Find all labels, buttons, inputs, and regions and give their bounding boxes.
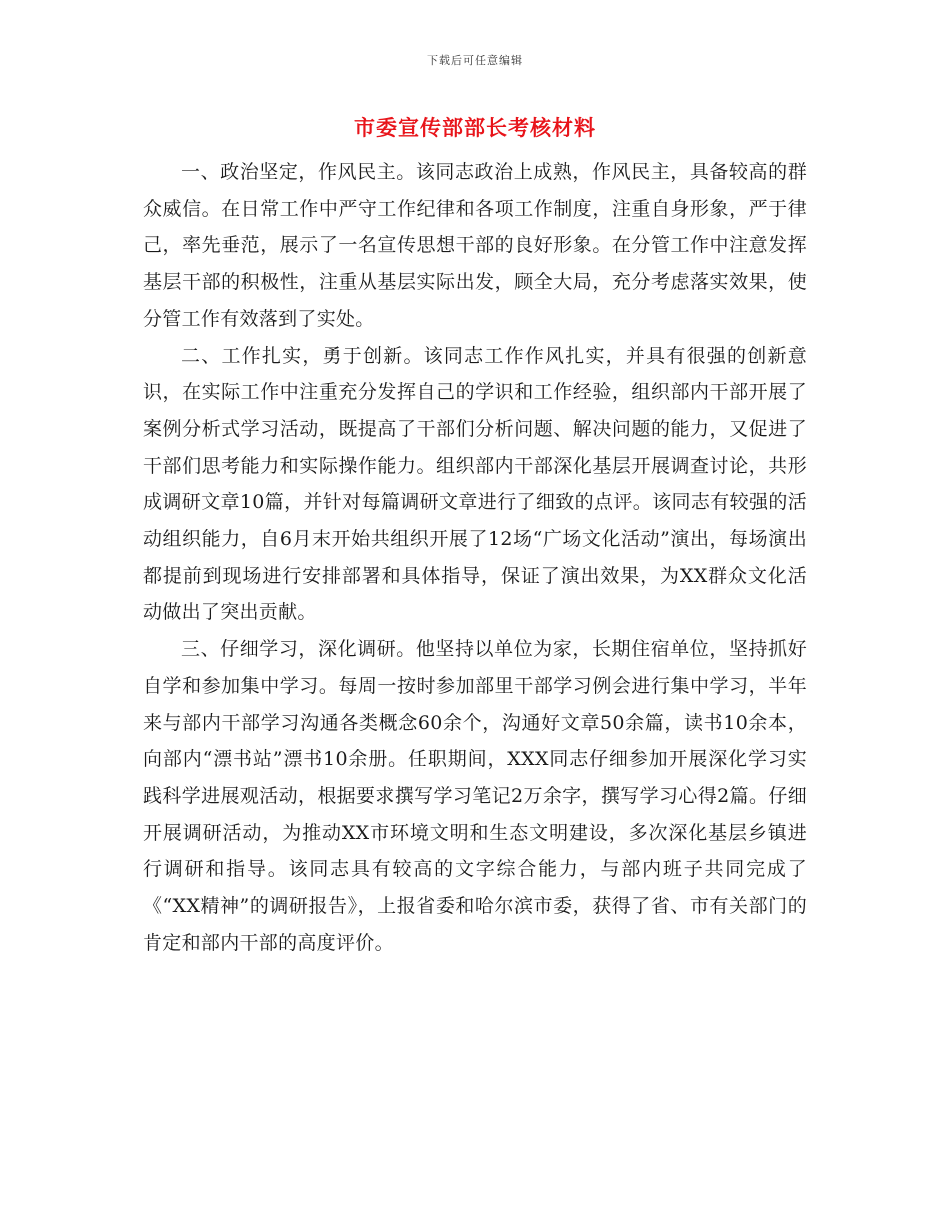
- paragraph-political: 一、政治坚定，作风民主。该同志政治上成熟，作风民主，具备较高的群众威信。在日常工作中严守工作纪律和各项工作制度，注重自身形象，严于律己，率先垂范，展示了一名宣传思想干部的良好形象。在分管工作中注意发挥基层干部的积极性，注重从基层实际出发，顾全大局，充分考虑落实效果，使分管工作有效落到了实处。: [143, 161, 807, 330]
- paragraph-work: 二、工作扎实，勇于创新。该同志工作作风扎实，并具有很强的创新意识，在实际工作中注重充分发挥自己的学识和工作经验，组织部内干部开展了案例分析式学习活动，既提高了干部们分析问题、解决问题的能力，又促进了干部们思考能力和实际操作能力。组织部内干部深化基层开展调查讨论，共形成调研文章10篇，并针对每篇调研文章进行了细致的点评。该同志有较强的活动组织能力，自6月末开始共组织开展了12场“广场文化活动”演出，每场演出都提前到现场进行安排部署和具体指导，保证了演出效果，为XX群众文化活动做出了突出贡献。: [143, 344, 807, 624]
- document-title: 市委宣传部部长考核材料: [354, 115, 596, 140]
- paragraph-study: 三、仔细学习，深化调研。他坚持以单位为家，长期住宿单位，坚持抓好自学和参加集中学习。每周一按时参加部里干部学习例会进行集中学习，半年来与部内干部学习沟通各类概念60余个，沟通好文章50余篇，读书10余本，向部内“漂书站”漂书10余册。任职期间，XXX同志仔细参加开展深化学习实践科学进展观活动，根据要求撰写学习笔记2万余字，撰写学习心得2篇。仔细开展调研活动，为推动XX市环境文明和生态文明建设，多次深化基层乡镇进行调研和指导。该同志具有较高的文字综合能力，与部内班子共同完成了《“XX精神”的调研报告》，上报省委和哈尔滨市委，获得了省、市有关部门的肯定和部内干部的高度评价。: [143, 638, 807, 954]
- page-header-note: 下载后可任意编辑: [427, 54, 523, 67]
- document-body: [143, 154, 807, 961]
